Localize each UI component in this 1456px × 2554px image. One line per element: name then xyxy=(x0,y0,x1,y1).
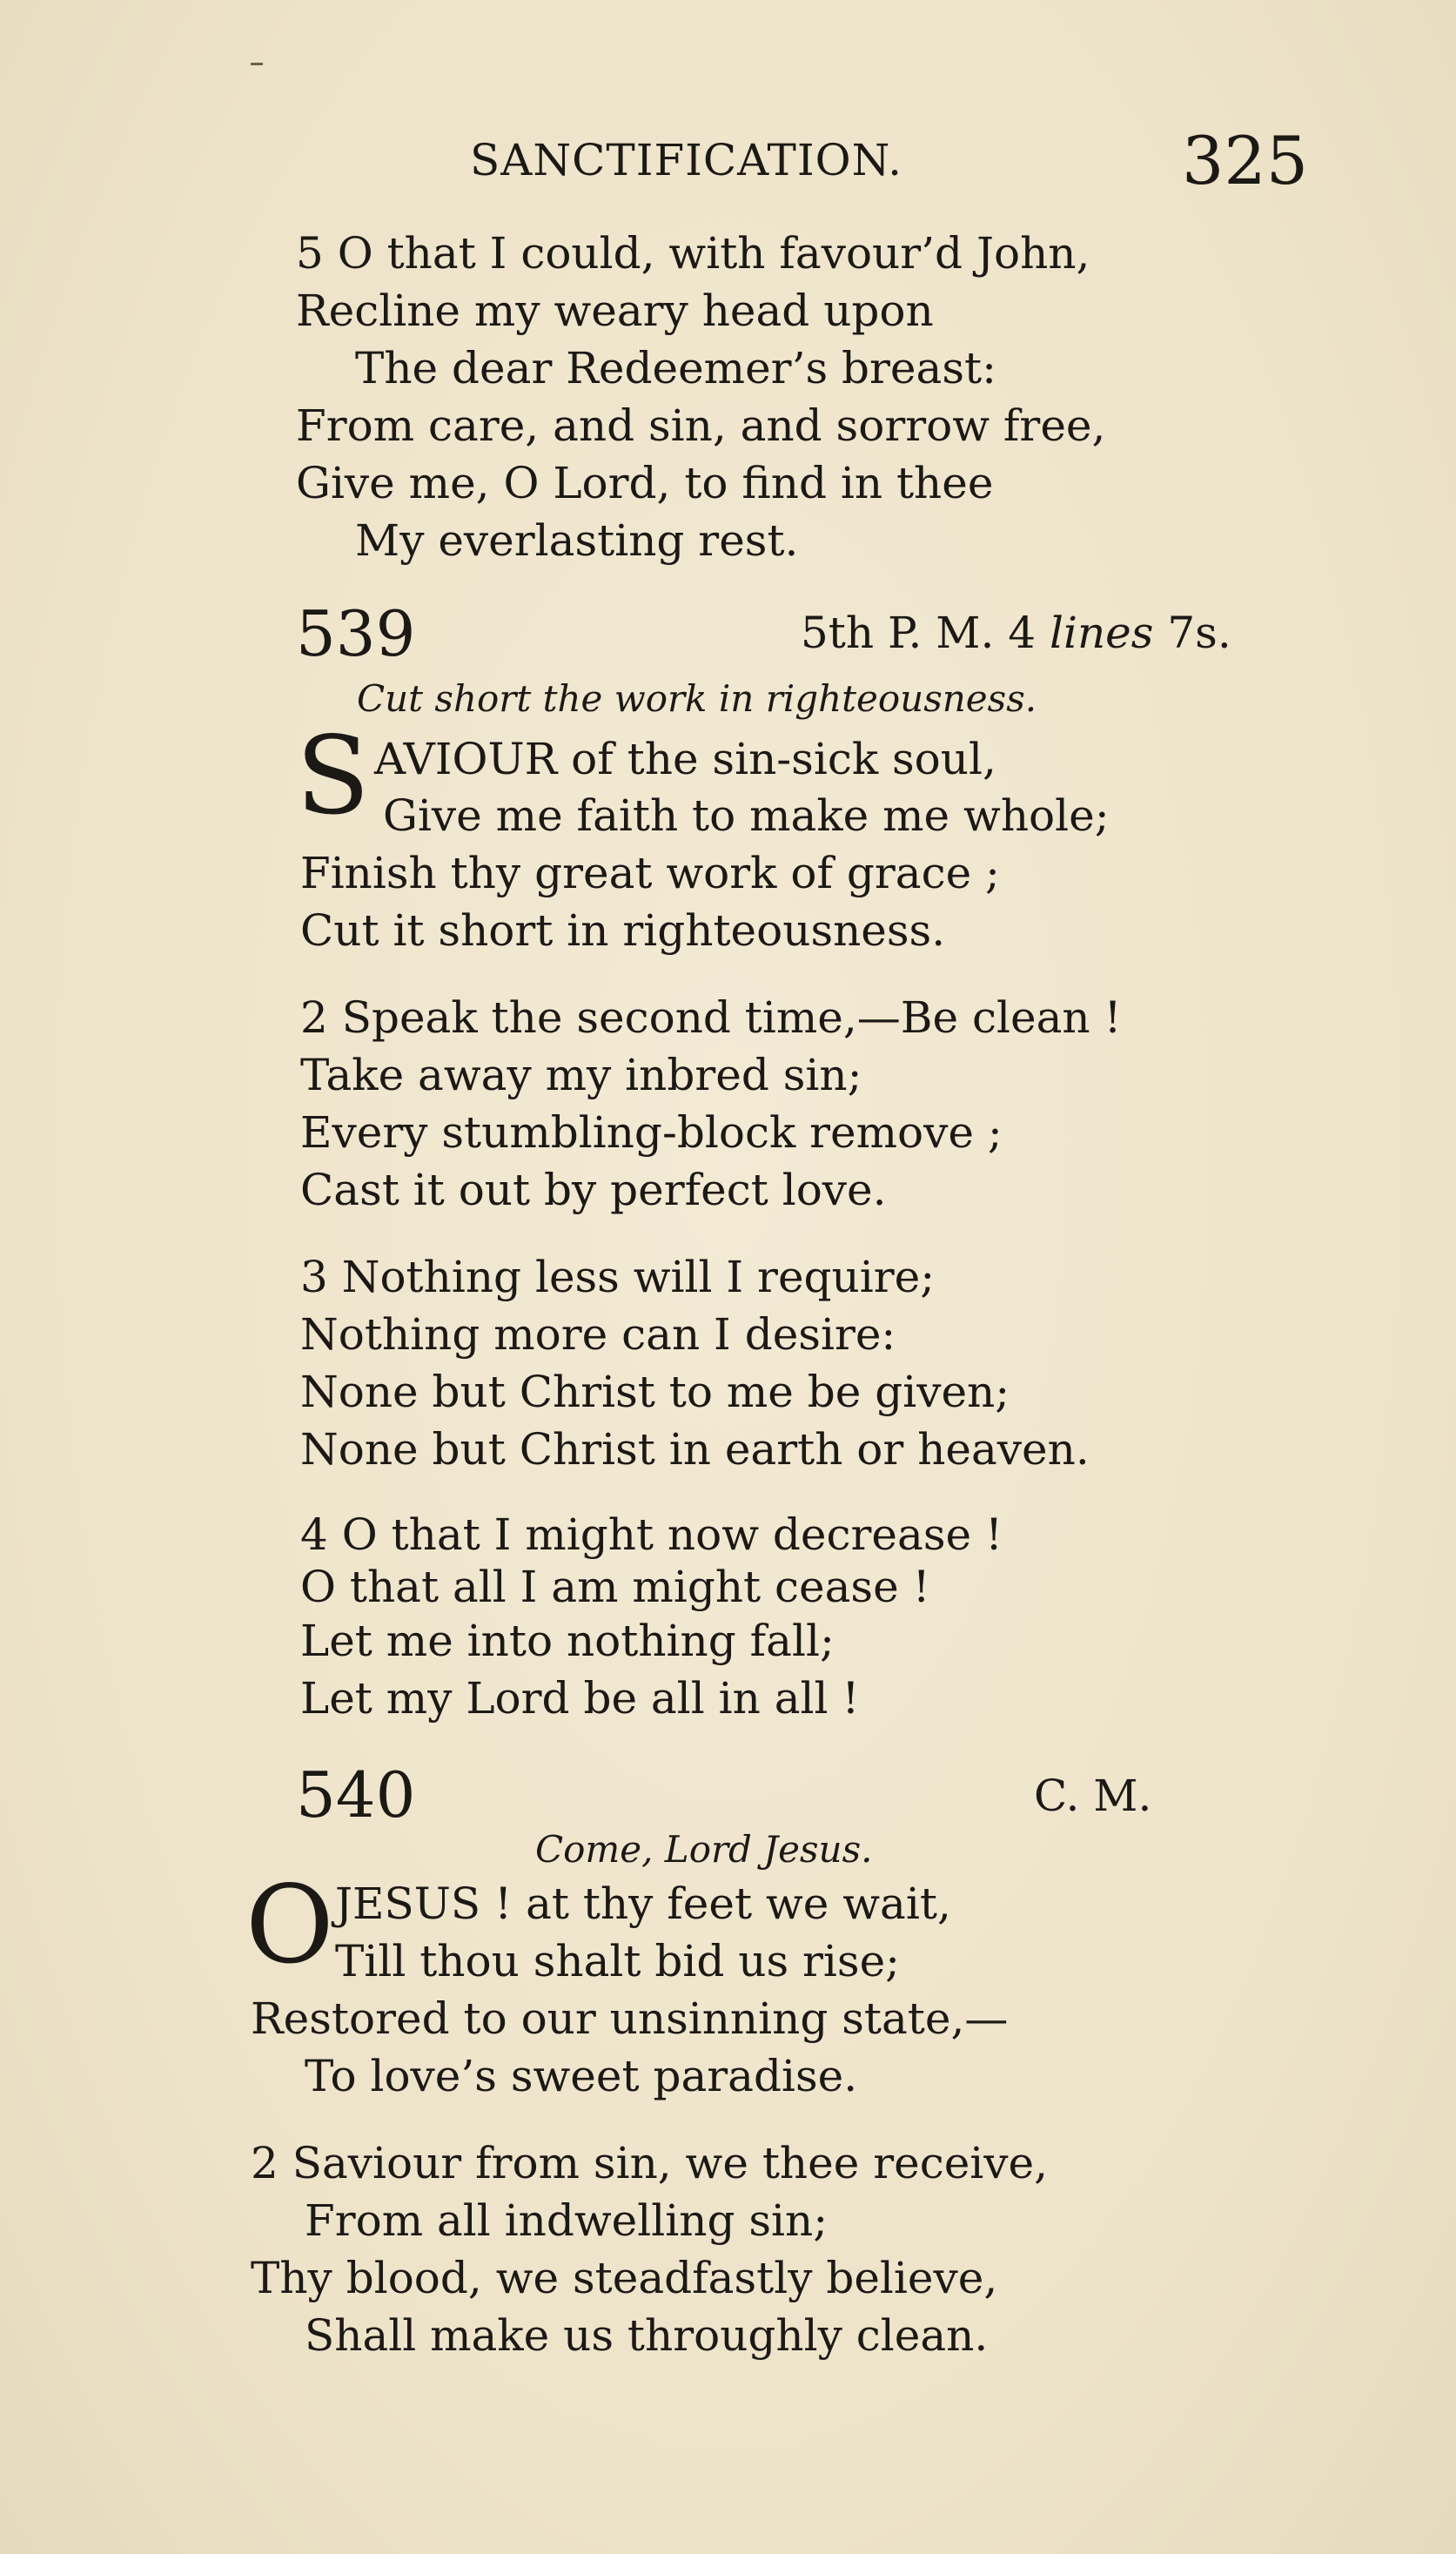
verse-line: JESUS ! at thy feet we wait, xyxy=(335,1879,951,1929)
drop-cap: S xyxy=(296,714,370,839)
verse-line: 2 Speak the second time,—Be clean ! xyxy=(300,992,1122,1043)
verse-line: Cut it short in righteousness. xyxy=(300,905,946,956)
hymn-title: Come, Lord Jesus. xyxy=(535,1828,873,1871)
verse-line: Finish thy great work of grace ; xyxy=(300,848,1000,898)
verse-line: Restored to our unsinning state,— xyxy=(251,1993,1009,2044)
hymn-meter xyxy=(801,608,1231,658)
verse-line: 3 Nothing less will I require; xyxy=(300,1252,936,1302)
verse-line: From care, and sin, and sorrow free, xyxy=(296,400,1106,451)
meter-part: 5th P. M. 4 xyxy=(801,608,1037,658)
verse-line: None but Christ in earth or heaven. xyxy=(300,1424,1090,1475)
running-title: SANCTIFICATION. xyxy=(470,135,903,185)
verse-line: AVIOUR of the sin-sick soul, xyxy=(374,734,996,784)
verse-line: Every stumbling-block remove ; xyxy=(300,1107,1003,1158)
verse-line: Nothing more can I desire: xyxy=(300,1309,896,1360)
verse-line: Thy blood, we steadfastly believe, xyxy=(251,2253,998,2303)
verse-line: Till thou shalt bid us rise; xyxy=(335,1936,900,1986)
verse-line: 5 O that I could, with favour’d John, xyxy=(296,228,1090,279)
hymn-number: 540 xyxy=(296,1758,416,1831)
verse-line: O that all I am might cease ! xyxy=(300,1562,930,1612)
verse-line: Shall make us throughly clean. xyxy=(305,2310,989,2361)
verse-line: Let my Lord be all in all ! xyxy=(300,1673,860,1724)
meter-part: lines xyxy=(1050,608,1154,658)
verse-line: Cast it out by perfect love. xyxy=(300,1165,887,1215)
hymn-meter: C. M. xyxy=(1034,1771,1152,1821)
verse-line: Give me, O Lord, to find in thee xyxy=(296,458,994,508)
verse-line: To love’s sweet paradise. xyxy=(305,2051,858,2101)
page-number: 325 xyxy=(1182,122,1309,199)
verse-line: From all indwelling sin; xyxy=(305,2195,829,2246)
hymn-number: 539 xyxy=(296,597,416,670)
verse-line: 4 O that I might now decrease ! xyxy=(300,1509,1003,1560)
verse-line: My everlasting rest. xyxy=(355,515,799,566)
verse-line: The dear Redeemer’s breast: xyxy=(355,343,996,393)
verse-line: Recline my weary head upon xyxy=(296,286,934,336)
page-edge-mark xyxy=(251,63,263,65)
verse-line: 2 Saviour from sin, we thee receive, xyxy=(251,2138,1049,2188)
hymn-title: Cut short the work in righteousness. xyxy=(357,677,1037,720)
verse-line: None but Christ to me be given; xyxy=(300,1367,1010,1417)
meter-part: 7s. xyxy=(1167,608,1231,658)
drop-cap: O xyxy=(245,1863,334,1988)
verse-line: Give me faith to make me whole; xyxy=(383,790,1110,841)
verse-line: Let me into nothing fall; xyxy=(300,1616,835,1666)
verse-line: Take away my inbred sin; xyxy=(300,1050,862,1100)
